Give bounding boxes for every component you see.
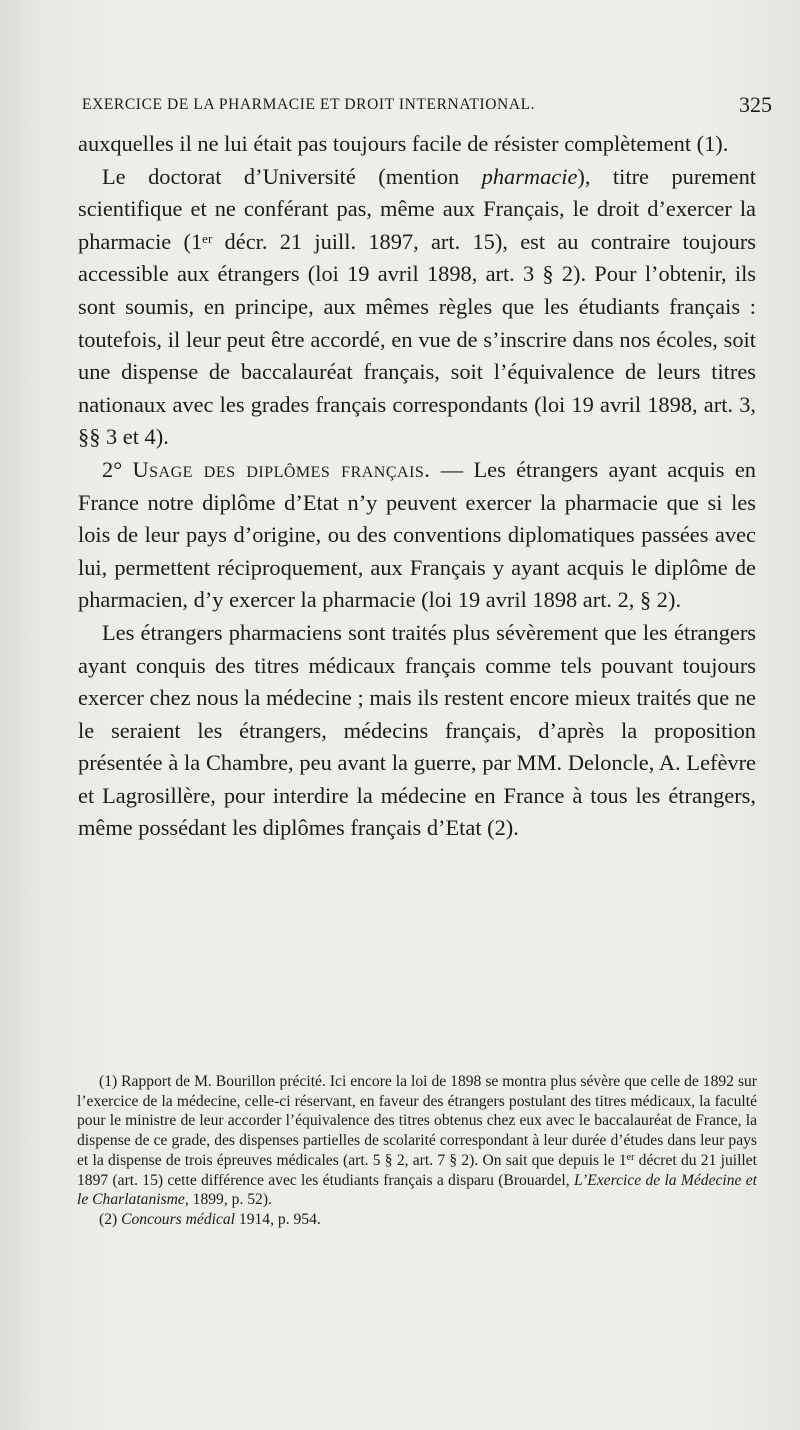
paragraph-continuation	[78, 128, 756, 161]
main-text	[78, 128, 756, 845]
paragraph-2-part-b: ), titre purement scientifique et ne conférant pas, même aux Français, le droit d’exercer la pharmacie (1	[78, 163, 756, 254]
footnotes	[77, 1072, 757, 1230]
page-header	[82, 92, 772, 122]
footnote-1-part-a: (1) Rapport de M. Bourillon précité. Ici encore la loi de 1898 se montra plus sévère que celle de 1892 sur l’exercice de la médecine, celle-ci réservant, en faveur des étrangers postulant des titres médicaux, la faculté pour le ministre de leur accorder l’équivalence des titres obtenus chez eux avec le baccalauréat de France, la dispense de ce grade, des dispenses partielles de scolarité correspondant à leur durée d’études dans leur pays et la dispense de trois épreuves médicales (art. 5 § 2, art. 7 § 2). On sait que depuis le 1	[77, 1073, 757, 1169]
paragraph-etrangers-pharmaciens	[78, 617, 756, 845]
paragraph-3-text: — Les étrangers ayant acquis en France notre diplôme d’Etat n’y peuvent exercer la pharmacie que si les lois de leur pays d’origine, ou des conventions diplomatiques passées avec lui, permettent réciproquement, aux Français y ayant acquis le diplôme de pharmacien, d’y exercer la pharmacie (loi 19 avril 1898 art. 2, § 2).	[78, 456, 756, 613]
paragraph-2-emphasis: pharmacie	[481, 163, 578, 189]
footnote-2-citation: 1914, p. 954.	[235, 1210, 321, 1228]
paragraph-2-superscript: er	[202, 230, 213, 246]
running-head: EXERCICE DE LA PHARMACIE ET DROIT INTERNATIONAL.	[82, 96, 536, 113]
footnote-2-number: (2)	[99, 1210, 122, 1228]
footnote-1-book-title: L’Exercice de la Médecine et le Charlatanisme	[77, 1171, 757, 1209]
footnote-1-part-c: , 1899, p. 52).	[184, 1191, 272, 1209]
page-number: 325	[739, 92, 772, 117]
footnote-2-journal: Concours médical	[121, 1210, 236, 1228]
paragraph-usage-diplomes	[78, 454, 756, 617]
section-number: 2°	[102, 456, 133, 482]
footnote-1-part-b: décret du 21 juillet 1897 (art. 15) cette différence avec les étudiants français a disparu (Brouardel,	[77, 1151, 757, 1189]
paragraph-4-text: Les étrangers pharmaciens sont traités plus sévèrement que les étrangers ayant conquis des titres médicaux français comme tels pouvant toujours exercer chez nous la médecine ; mais ils restent encore mieux traités que ne le seraient les étrangers, médecins français, d’après la proposition présentée à la Chambre, peu avant la guerre, par MM. Deloncle, A. Lefèvre et Lagrosillère, pour interdire la médecine en France à tous les étrangers, même possédant les diplômes français d’Etat (2).	[78, 619, 756, 841]
paragraph-2-part-a: Le doctorat d’Université (mention	[102, 163, 482, 189]
footnote-1	[77, 1072, 757, 1210]
paragraph-2-part-c: décr. 21 juill. 1897, art. 15), est au contraire toujours accessible aux étrangers (loi 19 avril 1898, art. 3 § 2). Pour l’obtenir, ils sont soumis, en principe, aux mêmes règles que les étudiants français : toutefois, il leur peut être accordé, en vue de s’inscrire dans nos écoles, soit une dispense de baccalauréat français, soit l’équivalence de leurs titres nationaux avec les grades français correspondants (loi 19 avril 1898, art. 3, §§ 3 et 4).	[78, 228, 756, 450]
footnote-1-superscript: er	[626, 1151, 635, 1163]
paragraph-1-text: auxquelles il ne lui était pas toujours facile de résister complètement (1).	[78, 131, 729, 156]
paragraph-doctorat	[78, 161, 756, 454]
section-heading: Usage des diplômes français.	[132, 456, 431, 482]
footnote-2	[77, 1210, 757, 1230]
